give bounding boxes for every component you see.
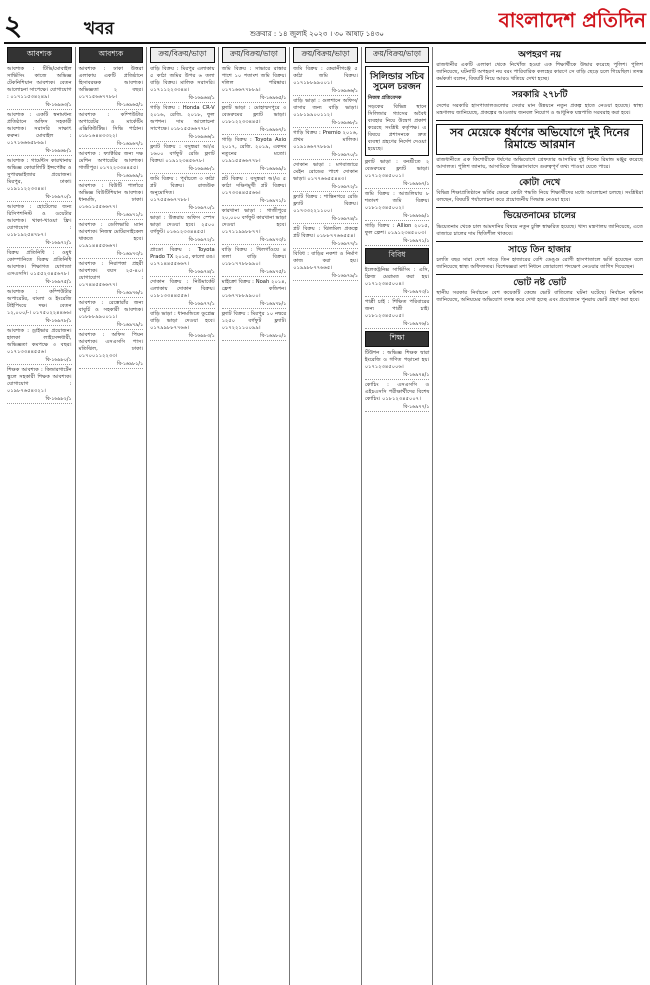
classified-list	[150, 66, 215, 341]
misc-head: বিবিধ	[365, 248, 430, 264]
column-2	[76, 47, 148, 985]
divider	[436, 174, 643, 175]
classified-ad: দোকান বিক্রয় : নিউমার্কেট এলাকায় দোকান বিক্রয়। ০১৮১৩৩৪৪৫৫৬।	[150, 279, 215, 299]
classified-ad: ভাড়া : উত্তরায় অফিস স্পেস ভাড়া দেওয়া হবে। ২৫০০ বর্গফুট। ০১৬১২৩৩৪৪৫৫।	[150, 215, 215, 235]
classified-ad: বাড়ি বিক্রয় : মিরপুর এলাকায় ৫ কাঠা জমির উপর ৬ তলা বাড়ি বিক্রয়। মালিক সরাসরি। ০১৭১১২২৩৩৪৪।	[150, 66, 215, 93]
classified-ad: আবশ্যক : বিউটি পার্লারে অভিজ্ঞ বিউটিশিয়ান আবশ্যক। ধানমন্ডি, ঢাকা। ০১৬১১৫৫৬৬৭৭।	[78, 183, 144, 210]
ad-code: বি-১৬৯৭৯/১	[293, 274, 358, 281]
classified-ad: আবশ্যক : ঢাকা উত্তরা এলাকায় একটি প্রতিষ্ঠানে হিসাবরক্ষক আবশ্যক। অভিজ্ঞতা ২ বছর। ০১৭১৫৬৬৭৭৮৮।	[78, 66, 144, 100]
ad-code: বি-১৬৯৭৩/১	[222, 238, 287, 245]
column-5	[290, 47, 362, 985]
ad-code: বি-১৬৯৭৩/১	[79, 252, 144, 259]
ad-code: বি-১৬৯৭২/১	[293, 185, 358, 192]
divider	[436, 86, 643, 87]
ad-code: বি-১৬৯৭১/১	[365, 239, 430, 246]
classified-ad: বিক্রয় প্রতিনিধি : ওষুধ কোম্পানিতে বিক্রয় প্রতিনিধি আবশ্যক। শিক্ষাগত যোগ্যতা এসএসসি। ০১৫৫২৩৪৫৬৭৮।	[7, 250, 72, 277]
ad-code: বি-১৬৯৬৮/১	[150, 167, 215, 174]
ad-code: বি-১৬৯৭৪/১	[293, 217, 358, 224]
ad-code: বি-১৬৯৬৫/১	[79, 103, 144, 110]
story-text: সড়কের বিভিন্ন স্থানে সিলিন্ডার গ্যাসের অবৈধ ব্যবহার নিয়ে উদ্বেগ প্রকাশ করেছে সংশ্লিষ্ট কর্তৃপক্ষ। এ বিষয়ে প্রশাসনকে দ্রুত ব্যবস্থা গ্রহণের নির্দেশ দেওয়া হয়েছে।	[367, 103, 427, 152]
ad-code: বি-১৬৯৬৬/১	[293, 89, 358, 96]
classified-ad: গাড়ি বিক্রয় : Allion ২০১৫, ফুল ফ্রেশ। ০১৯১২৩৪৫০০৩।	[364, 222, 430, 236]
ad-code: বি-১৬৯৬৯/১	[222, 167, 287, 174]
ad-code: বি-১৬৯৬৬/১	[150, 135, 215, 142]
classified-ad: ইলেকট্রনিক্স সার্ভিসিং : এসি, ফ্রিজ মেরামত করা হয়। ০১৭১২৩৪৫০০৪।	[364, 266, 430, 287]
classified-ad: মাইক্রো বিক্রয় : Noah ২০১৪, ফ্রেশ কন্ডিশন। ০১৬৭৭৮৮৯৯০০।	[221, 279, 287, 299]
column-head: আবশ্যক	[7, 47, 72, 63]
classified-ad: কোচিং : এসএসসি ও এইচএসসি পরীক্ষার্থীদের বিশেষ কোচিং। ০১৮১২৩৪৫০০৭।	[364, 381, 430, 402]
classified-ad: বাড়ি ভাড়া : ধানমন্ডিতে ডুপ্লেক্স বাড়ি ভাড়া দেওয়া হবে। ০১৭৯৯৮৮৭৭৬৬।	[150, 311, 215, 331]
story-headline: সরকারি ২৭৮টি	[511, 90, 568, 101]
divider	[436, 241, 643, 242]
classified-ad: প্লট বিক্রয় : বসুন্ধরা আ/এ ৫ কাঠা দক্ষিণমুখী প্লট বিক্রয়। ০১৭৩৩৪৪৫৫৬৬।	[221, 176, 287, 196]
ad-code: বি-১৬৯৬৩/১	[7, 103, 72, 110]
story-headline: ভোট নষ্ট ভোট	[513, 278, 567, 288]
divider	[436, 120, 643, 121]
classified-list	[365, 267, 430, 329]
news-column	[433, 47, 646, 985]
ad-code: বি-১৬৯৬৭/১	[222, 128, 287, 135]
story-text: রাজধানীতে এক কিশোরীকে ধর্ষণের অভিযোগে গ্রেফতার আসামির দুই দিনের রিমান্ড মঞ্জুর করেছে আদালত। পুলিশ জানায়, আসামিকে জিজ্ঞাসাবাদে গুরুত্বপূর্ণ তথ্য পাওয়া যেতে পারে।	[436, 156, 643, 170]
ad-code: বি-১৬৯৭৪/১	[150, 270, 215, 277]
story-text: দেশের সরকারি হাসপাতালগুলোর সেবার মান উন্নয়নে নতুন প্রকল্প হাতে নেওয়া হয়েছে। স্বাস্থ্য মন্ত্রণালয় জানিয়েছে, প্রকল্পের আওতায় জনবল নিয়োগ ও আধুনিক যন্ত্রপাতি সরবরাহ করা হবে।	[436, 102, 643, 116]
classified-list	[79, 66, 144, 369]
classified-ad: বাড়ি ভাড়া : গুলশানে অফিস/বাসার জন্য বাড়ি ভাড়া। ০১৮১৯৯০০১১২।	[293, 98, 358, 118]
classified-ad: ফ্ল্যাট ভাড়া : মোহাম্মদপুরে ৩ বেডরুমের ফ্ল্যাট ভাড়া। ০১৮১২২৩৩৪৪৫।	[221, 105, 287, 125]
ad-code: বি-১৬৯৬৫/১	[222, 96, 287, 103]
column-head: ক্রয়/বিক্রয়/ভাড়া	[293, 47, 358, 63]
classified-ad: জমি বিক্রয় : আশুলিয়ায় ৮ শতাংশ জমি বিক্রয়। ০১৮১২৩৪৫০০২।	[364, 190, 430, 211]
ad-code: বি-১৬৯৭০/১	[150, 206, 215, 213]
ad-code: বি-১৬৯৭৭/১	[150, 302, 215, 309]
story-headline-lead: সব মেয়েকে ধর্ষণের অভিযোগে দুই দিনের রিমান্ডে আরমান	[436, 124, 643, 155]
classified-ad: দোকান ভাড়া : মগবাজারে মেইন রোডের পাশে দোকান ভাড়া। ০১৭৭৬৬৫৫৪৪৩।	[293, 162, 358, 182]
classified-ad: পাত্রী চাই : শিক্ষিত পরিবারের জন্য পাত্রী চাই। ০১৮১২৩৪৫০০৫।	[364, 298, 430, 319]
education-head: শিক্ষা	[365, 331, 430, 347]
classified-ad: আবশ্যক : গার্মেন্টস কারখানায় অভিজ্ঞ কোয়ালিটি ইন্সপেক্টর ও সুপারভাইজার প্রয়োজন। মিরপুর, ঢাকা। ০১৯১১২২৩৩৪৪।	[7, 158, 72, 192]
classified-ad: আবশ্যক : কম্পিউটার অপারেটর, বাংলা ও ইংরেজি টাইপিংয়ে দক্ষ। বেতন ১২,০০০/-। ০১৭৫০২২৪৪৬৬।	[7, 289, 72, 316]
ad-code: বি-১৬৯৭১/১	[79, 213, 144, 220]
classified-ad: আবশ্যক : রেস্তোরাঁর জন্য বাবুর্চি ও সহকারী আবশ্যক। ০১৮৮৮৯৯০০১১।	[78, 300, 144, 320]
classified-ad: আবশ্যক : ফ্যাক্টরির জন্য দক্ষ মেশিন অপারেটর আবশ্যক। গাজীপুর। ০১৭২২৩৩৪৪৫৫।	[78, 151, 144, 171]
masthead	[4, 4, 646, 44]
column-head: ক্রয়/বিক্রয়/ভাড়া	[222, 47, 287, 63]
ad-code: বি-১৬৯৮২/১	[7, 397, 72, 404]
classified-ad: আবশ্যক : একটি স্বনামধন্য প্রতিষ্ঠানে অফিস সহকারী আবশ্যক। সরাসরি সাক্ষাৎ করুন। মোবাইল : ০১৭১৬৬৬৫৮৬৯।	[7, 112, 72, 146]
story-headline: অপহরণ নয়	[518, 50, 562, 60]
news-box	[365, 66, 430, 156]
ad-code: বি-১৬৯৭০/১	[7, 195, 72, 202]
ad-code: বি-১৬৯৮০/১	[222, 334, 287, 341]
classified-ad: আবশ্যক : অফিস পিয়ন আবশ্যক। এসএসসি পাস। মতিঝিল, ঢাকা। ০১৭০০১১২২৩৩।	[78, 332, 144, 359]
ad-code: বি-১৬৯৬৭/১	[79, 142, 144, 149]
column-1	[4, 47, 76, 985]
ad-code: বি-১৬৯৮০/১	[7, 358, 72, 365]
section-title: খবর	[84, 19, 114, 39]
classified-list	[222, 66, 287, 341]
classified-ad: কারখানা ভাড়া : গাজীপুরে ২০,০০০ বর্গফুট কারখানা ভাড়া দেওয়া হবে। ০১৭১১৯৯৮৮৭৭।	[221, 208, 287, 235]
story-headline: সাড়ে তিন হাজার	[508, 244, 571, 255]
ad-code: বি-১৬৯৭৪/১	[365, 373, 430, 380]
page-number: ২	[4, 9, 23, 42]
ad-code: বি-১৬৯৭২/১	[150, 238, 215, 245]
classified-list	[7, 66, 72, 404]
ad-code: বি-১৬৯৭৬/১	[365, 322, 430, 329]
classified-ad: শিক্ষক আবশ্যক : কিন্ডারগার্টেন স্কুলে সহকারী শিক্ষক আবশ্যক। যোগাযোগ : ০১৯৮৭৬৫৪৩২১।	[7, 367, 72, 394]
classified-list	[293, 66, 358, 281]
ad-code: বি-১৬৯৭২/১	[7, 241, 72, 248]
ad-code: বি-১৬৯৬৪/১	[150, 96, 215, 103]
classified-ad: বিবিধ : বাড়ির নকশা ও নির্মাণ কাজ করা হয়। ০১৯৯৮৮৭৭৬৬৫।	[293, 251, 358, 271]
classified-ad: ফ্ল্যাট ভাড়া : বনশ্রীতে ২ বেডরুমের ফ্ল্যাট ভাড়া। ০১৭১২৩৪৫০০১।	[364, 158, 430, 179]
classified-ad: প্লট বিক্রয় : ঝিলমিল প্রকল্পে প্লট বিক্রয়। ০১৮৮৭৭৬৬৫৫৪।	[293, 226, 358, 239]
brand-logo: বাংলাদেশ প্রতিদিন	[498, 8, 646, 32]
column-3	[147, 47, 219, 985]
column-head: ক্রয়/বিক্রয়/ভাড়া	[365, 47, 430, 63]
classified-ad: ফ্ল্যাট বিক্রয় : বসুন্ধরা আ/এ ১৬০০ বর্গফুট রেডি ফ্ল্যাট বিক্রয়। ০১৯১২৩৪৫৬৭৮।	[150, 144, 215, 164]
page-body	[4, 47, 646, 985]
story-headline: ভিয়েতনামের চালের	[503, 211, 576, 222]
ad-code: বি-১৬৯৮৩/১	[150, 334, 215, 341]
ad-code: বি-১৬৯৭৫/১	[222, 270, 287, 277]
classified-ad: আবশ্যক : নিরাপত্তা প্রহরী আবশ্যক। বয়স ২৫-৪০। যোগাযোগ : ০১৭৪৪৫৫৬৬৭৭।	[78, 261, 144, 288]
ad-code: বি-১৬৯৬৮/১	[293, 121, 358, 128]
classified-list	[365, 350, 430, 412]
classified-ad: গাড়ি বিক্রয় : Premio ২০১৬, প্রথম মালিক। ০১৯১৬৬৭৭৮৮৯।	[293, 130, 358, 150]
ad-code: বি-১৬৯৬৯/১	[79, 174, 144, 181]
ad-code: বি-১৬৯৬৮/১	[7, 149, 72, 156]
dateline: শুক্রবার : ১৪ জুলাই ২০২৩ । ৩০ আষাঢ় ১৪৩০	[250, 30, 384, 38]
classified-list	[365, 159, 430, 246]
classified-ad: প্রাডো বিক্রয় : Toyota Prado TX ২০১৫, কালো রঙ। ০১৭১৪৪৫৫৬৬৭।	[150, 247, 215, 267]
divider	[436, 274, 643, 275]
story-headline: সিলিন্ডার সচিব সুমেল চরজন	[370, 72, 425, 93]
ad-code: বি-১৬৯৮১/১	[79, 362, 144, 369]
story-text: বিভিন্ন শিক্ষাপ্রতিষ্ঠানে ভর্তির ক্ষেত্রে কোটা পদ্ধতি নিয়ে শিক্ষার্থীদের মধ্যে আলোচনা চলছে। সংশ্লিষ্টরা বলছেন, বিষয়টি পর্যালোচনা করে প্রয়োজনীয় সিদ্ধান্ত নেওয়া হবে।	[436, 190, 643, 204]
ad-code: বি-১৬৯৭৬/১	[79, 291, 144, 298]
classified-ad: জমি বিক্রয় : সাভারে রাস্তার পাশে ১০ শতাংশ জমি বিক্রয়। দলিল পরিষ্কার। ০১৭১৬৬৭৭৮৮৯।	[221, 66, 287, 93]
ad-code: বি-১৬৯৭৭/১	[293, 242, 358, 249]
ad-code: বি-১৬৯৭৩/১	[365, 290, 430, 297]
classified-ad: গাড়ি বিক্রয় : Toyota Axio ২০১৭, রেজি. ২০১৯, একদম নতুনের মতো। ০১৯১৫৫৬৬৭৭৮।	[221, 137, 287, 164]
ad-code: বি-১৬৯৭৮/১	[222, 302, 287, 309]
classified-ad: আবশ্যক : ডেলিভারি ম্যান আবশ্যক। নিজস্ব মোটরসাইকেল থাকতে হবে। ০১৯১৪৪৫৫৬৬৭।	[78, 222, 144, 249]
ad-code: বি-১৬৯৭০/১	[293, 153, 358, 160]
classified-ad: আবশ্যক : হোটেলের জন্য রিসিপশনিস্ট ও ওয়েটার আবশ্যক। থাকা-খাওয়া ফ্রি। যোগাযোগ : ০১৮১৯২৫৪৭৮৭।	[7, 204, 72, 238]
classified-ad: ফ্ল্যাট বিক্রয় : শান্তিনগরে রেডি ফ্ল্যাট বিক্রয়। ০১৭৩৩২২১১০০।	[293, 194, 358, 214]
ad-code: বি-১৬৯৬৯/১	[365, 214, 430, 221]
ad-code: বি-১৬৯৬৭/১	[365, 182, 430, 189]
story-text: রাজধানীর একটি এলাকা থেকে নিখোঁজ হওয়া এক শিক্ষার্থীকে উদ্ধার করেছে পুলিশ। পুলিশ জানিয়েছে, ঘটনাটি অপহরণ নয় বরং পারিবারিক কলহের কারণে সে বাড়ি ছেড়ে চলে গিয়েছিল। তদন্ত কর্মকর্তা বলেন, বিষয়টি নিয়ে আরও খতিয়ে দেখা হচ্ছে।	[436, 62, 643, 83]
divider	[436, 207, 643, 208]
ad-code: বি-১৬৯৭৯/১	[79, 323, 144, 330]
classified-ad: জমি বিক্রয় : পূর্বাচলে ৩ কাঠা প্লট বিক্রয়। রাজউক অনুমোদিত। ০১৭৫৫৬৬৭৭৮৮।	[150, 176, 215, 203]
ad-code: বি-১৬৯৭১/১	[222, 199, 287, 206]
ad-code: বি-১৬৯৭৭/১	[365, 405, 430, 412]
ad-code: বি-১৬৯৭৫/১	[7, 280, 72, 287]
classified-ad: টিউশন : অভিজ্ঞ শিক্ষক দ্বারা ইংরেজি ও গণিত পড়ানো হয়। ০১৭১২৩৪৫০০৬।	[364, 349, 430, 370]
classified-ad: আবশ্যক : ড্রাইভার প্রয়োজন। হালকা লাইসেন্সধারী, অভিজ্ঞতা কমপক্ষে ৩ বছর। ০১৭১৩৩৪৪৫৫৬।	[7, 328, 72, 355]
classified-ad: ফ্ল্যাট বিক্রয় : মিরপুর ১০ নম্বরে ১২৫০ বর্গফুট ফ্ল্যাট। ০১৭২২১১০০৯৯।	[221, 311, 287, 331]
story-byline: নিজস্ব প্রতিবেদক	[367, 94, 402, 101]
column-head: ক্রয়/বিক্রয়/ভাড়া	[150, 47, 215, 63]
story-text: ভিয়েতনাম থেকে চাল আমদানির বিষয়ে নতুন চুক্তি স্বাক্ষরিত হয়েছে। খাদ্য মন্ত্রণালয় জানিয়েছে, এতে বাজারে চালের দাম স্থিতিশীল থাকবে।	[436, 223, 643, 237]
column-head: আবশ্যক	[79, 47, 144, 63]
classified-ad: আবশ্যক : টিভি/মোবাইল সার্ভিসিং কাজে অভিজ্ঞ টেকনিশিয়ান আবশ্যক। বেতন আলোচনা সাপেক্ষে। যোগাযোগ : ০১৭১১৫৩৪২৪৯।	[7, 66, 72, 100]
classified-ad: আবশ্যক : কম্পিউটার অপারেটর ও মার্কেটিং এক্সিকিউটিভ। সিভি পাঠান। ০১৮১৬৪৪৩৩২২।	[78, 112, 144, 139]
classified-ad: গাড়ি বিক্রয় : Honda CR-V ২০১৬, রেজি. ২০১৮, ফুল অপশন। দাম আলোচনা সাপেক্ষে। ০১৮১৫৫৬৬৭৭৮।	[150, 105, 215, 132]
story-text: চলতি বছর সারা দেশে সাড়ে তিন হাজারের বেশি ডেঙ্গু রোগী হাসপাতালে ভর্তি হয়েছেন বলে জানিয়েছে স্বাস্থ্য অধিদফতর। বিশেষজ্ঞরা মশা নিধনে জোরালো পদক্ষেপ নেওয়ার তাগিদ দিয়েছেন।	[436, 257, 643, 270]
classified-ad: জমি বিক্রয় : কেরানীগঞ্জে ৫ কাঠা জমি বিক্রয়। ০১৭১৮৮৯৯০০১।	[293, 66, 358, 86]
column-4	[219, 47, 291, 985]
classified-ad: বাড়ি বিক্রয় : খিলগাঁওয়ে ৪ তলা বাড়ি বিক্রয়। ০১৮১৭৭৮৮৯৯০।	[221, 247, 287, 267]
story-headline: কোটা দেখে	[519, 177, 561, 188]
column-6	[362, 47, 434, 985]
ad-code: বি-১৬৯৭৮/১	[7, 319, 72, 326]
story-text: স্থানীয় সরকার নির্বাচনে বেশ কয়েকটি কেন্দ্রে ভোট বাতিলের ঘটনা ঘটেছে। নির্বাচন কমিশন জানিয়েছে, অনিয়মের অভিযোগ তদন্ত করে দেখা হচ্ছে এবং প্রয়োজনে পুনরায় ভোট গ্রহণ করা হবে।	[436, 290, 643, 304]
